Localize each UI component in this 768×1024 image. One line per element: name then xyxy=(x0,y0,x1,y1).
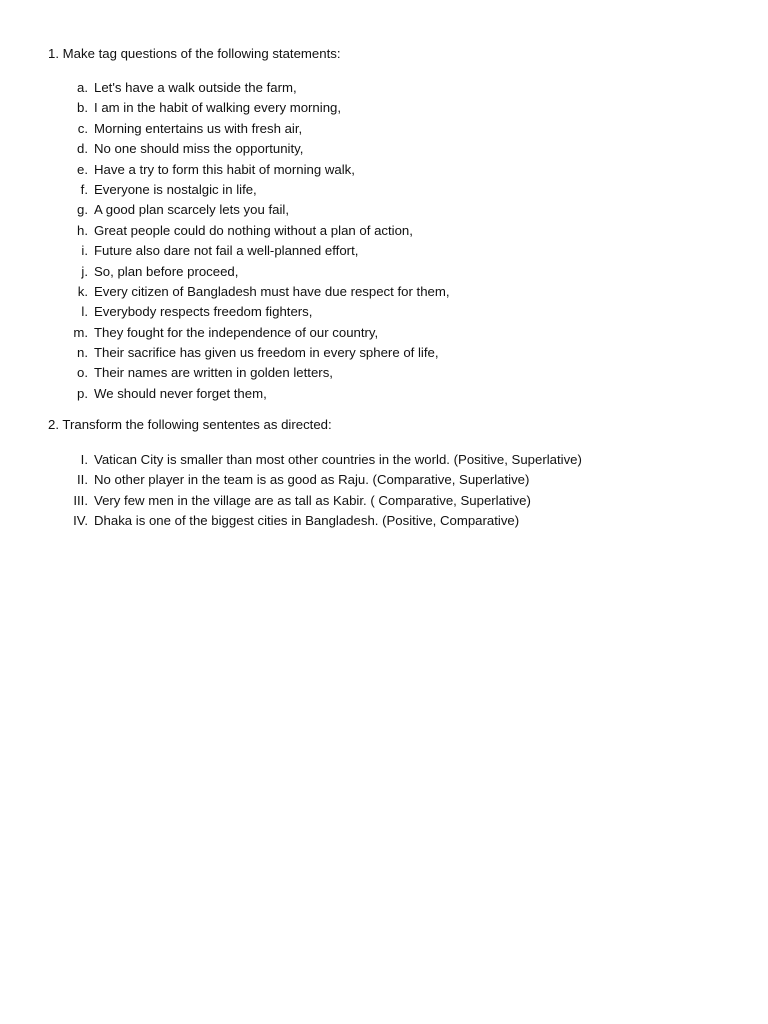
transformation-section xyxy=(48,416,738,532)
item-marker: III. xyxy=(73,492,88,508)
sentence-list xyxy=(48,450,738,532)
item-text: Very few men in the village are as tall as Kabir. ( Comparative, Superlative) xyxy=(94,492,531,508)
item-text: We should never forget them, xyxy=(94,385,267,401)
item-marker: i. xyxy=(81,243,88,259)
item-marker: p. xyxy=(77,385,88,401)
item-text: Let's have a walk outside the farm, xyxy=(94,80,297,95)
item-marker: k. xyxy=(77,283,88,299)
section-heading: 2. Transform the following sententes as directed: xyxy=(48,417,332,432)
item-marker: n. xyxy=(77,345,88,361)
item-marker: d. xyxy=(77,141,88,157)
item-marker: m. xyxy=(73,324,88,340)
item-text: Everybody respects freedom fighters, xyxy=(94,304,313,320)
list-item xyxy=(48,221,738,241)
item-marker: f. xyxy=(80,181,88,197)
list-item xyxy=(48,180,738,200)
list-item xyxy=(48,160,738,180)
item-text: Morning entertains us with fresh air, xyxy=(94,120,303,136)
list-item xyxy=(48,511,738,531)
item-marker: h. xyxy=(77,222,88,238)
item-marker: II. xyxy=(77,472,88,488)
item-marker: l. xyxy=(81,304,88,320)
item-text: A good plan scarcely lets you fail, xyxy=(94,202,289,218)
list-item xyxy=(48,200,738,220)
item-text: No one should miss the opportunity, xyxy=(94,141,304,157)
tag-questions-section xyxy=(48,45,738,404)
item-text: Their sacrifice has given us freedom in every sphere of life, xyxy=(94,345,439,361)
item-marker: IV. xyxy=(73,513,88,529)
item-marker: a. xyxy=(77,80,88,95)
list-item xyxy=(48,343,738,363)
item-text: Great people could do nothing without a plan of action, xyxy=(94,222,413,238)
list-item xyxy=(48,302,738,322)
item-marker: o. xyxy=(77,365,88,381)
list-item xyxy=(48,323,738,343)
list-item xyxy=(48,470,738,490)
item-marker: e. xyxy=(77,161,88,177)
list-item xyxy=(48,78,738,98)
item-text: Every citizen of Bangladesh must have due respect for them, xyxy=(94,283,450,299)
item-text: Everyone is nostalgic in life, xyxy=(94,181,257,197)
list-item xyxy=(48,262,738,282)
list-item xyxy=(48,119,738,139)
item-text: Their names are written in golden letters, xyxy=(94,365,333,381)
item-marker: c. xyxy=(77,120,88,136)
list-item xyxy=(48,491,738,511)
list-item xyxy=(48,98,738,118)
list-item xyxy=(48,139,738,159)
item-marker: j. xyxy=(81,263,88,279)
section-heading: 1. Make tag questions of the following statements: xyxy=(48,46,341,61)
item-text: Dhaka is one of the biggest cities in Bangladesh. (Positive, Comparative) xyxy=(94,513,520,529)
item-text: No other player in the team is as good as Raju. (Comparative, Superlative) xyxy=(94,472,530,488)
list-item xyxy=(48,450,738,470)
item-marker: b. xyxy=(77,100,88,116)
list-item xyxy=(48,384,738,404)
item-text: Vatican City is smaller than most other countries in the world. (Positive, Superlative) xyxy=(94,452,582,467)
list-item xyxy=(48,241,738,261)
list-item xyxy=(48,363,738,383)
item-text: They fought for the independence of our country, xyxy=(94,324,379,340)
item-marker: g. xyxy=(77,202,88,218)
statement-list xyxy=(48,78,738,404)
list-item xyxy=(48,282,738,302)
item-text: Future also dare not fail a well-planned effort, xyxy=(94,243,359,259)
item-text: I am in the habit of walking every morning, xyxy=(94,100,342,116)
item-marker: I. xyxy=(80,452,88,467)
item-text: Have a try to form this habit of morning walk, xyxy=(94,161,355,177)
item-text: So, plan before proceed, xyxy=(94,263,239,279)
